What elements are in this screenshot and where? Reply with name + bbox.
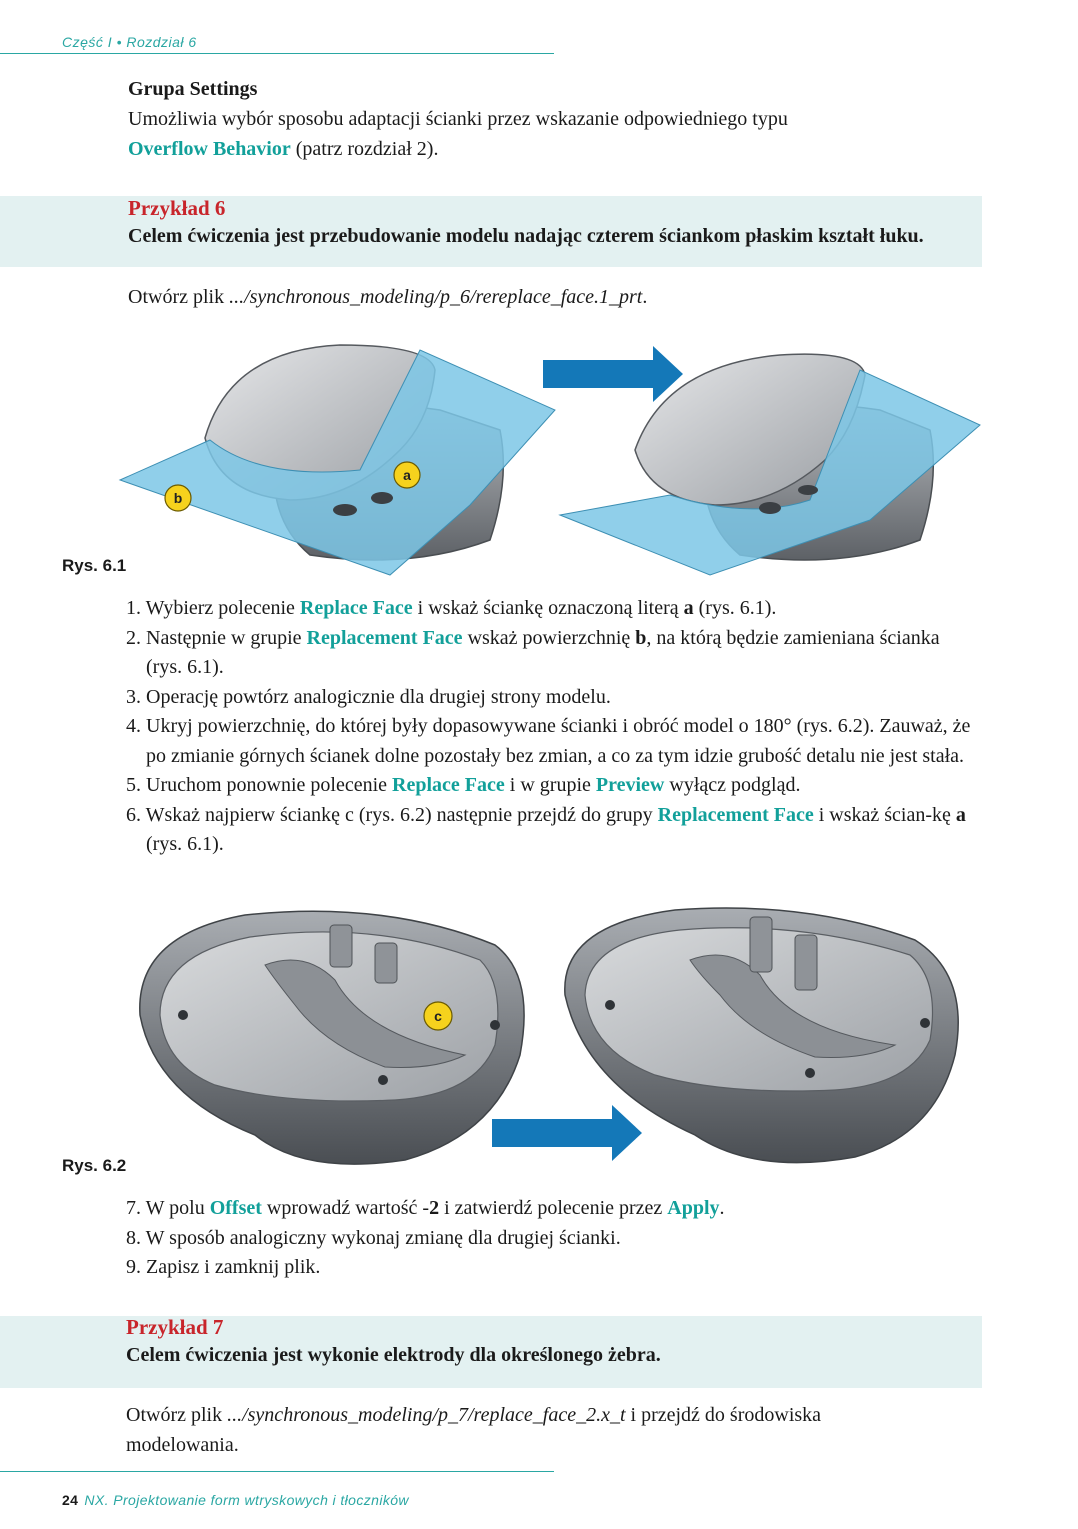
open-prefix: Otwórz plik (128, 286, 230, 308)
settings-heading: Grupa Settings (128, 78, 258, 100)
preview-keyword: Preview (595, 774, 665, 796)
step-1: 1. Wybierz polecenie Replace Face i wskaż ściankę oznaczoną literą a (rys. 6.1). (126, 597, 777, 619)
example7-open-file (126, 1400, 886, 1460)
step-3: 3. Operację powtórz analogicznie dla drugiej strony modelu. (126, 685, 611, 708)
file-path: .../synchronous_modeling/p_6/rereplace_face.1_prt (229, 286, 643, 308)
file-path: .../synchronous_modeling/p_7/replace_face_2.x_t (227, 1404, 626, 1426)
example6-open-file (128, 282, 988, 312)
example6-goal: Celem ćwiczenia jest przebudowanie modelu nadając czterem ściankom płaskim kształt łuku. (128, 225, 924, 247)
example6-title: Przykład 6 (128, 196, 226, 220)
replace-face-keyword: Replace Face (392, 774, 505, 796)
settings-line2 (128, 134, 988, 164)
shell-before (140, 911, 524, 1164)
settings-line2-rest: (patrz rozdział 2). (290, 138, 439, 160)
offset-keyword: Offset (209, 1197, 262, 1219)
arrow-right-icon (543, 346, 683, 402)
steps-list-2 (126, 1194, 978, 1283)
step-7: 7. W polu Offset wprowadź wartość -2 i zatwierdź polecenie przez Apply. (126, 1197, 725, 1219)
open-suffix: i przejdź do środowiska modelowania. (126, 1404, 822, 1456)
callout-b: b (173, 490, 183, 506)
figure-6-2-caption: Rys. 6.2 (62, 1156, 127, 1175)
step-6: 6. Wskaż najpierw ściankę c (rys. 6.2) następnie przejdź do grupy Replacement Face i wskaż ścian-kę a (rys. 6.1). (126, 803, 966, 855)
page-footer (62, 1492, 409, 1508)
book-title: NX. Projektowanie form wtryskowych i tłoczników (84, 1492, 409, 1508)
step-9: 9. Zapisz i zamknij plik. (126, 1256, 321, 1278)
replacement-face-keyword: Replacement Face (306, 626, 463, 649)
example7-title: Przykład 7 (126, 1315, 224, 1339)
arrow-right-icon (492, 1105, 642, 1161)
callout-a: a (403, 467, 411, 483)
step-4: 4. Ukryj powierzchnię, do której były dopasowywane ścianki i obróć model o 180° (rys. 6.2). Zauważ, że po zmianie górnych ścianek dolne pozostały bez zmian, a co za tym idzie grubość detalu nie jest stała. (126, 715, 971, 767)
step-2: 2. Następnie w grupie Replacement Face wskaż powierzchnię b, na którą będzie zamieniana ścianka (rys. 6.1). (126, 626, 940, 678)
header-rule (0, 53, 554, 54)
example6-box (128, 196, 978, 251)
figure-6-1-caption: Rys. 6.1 (62, 556, 127, 575)
example7-box (126, 1315, 976, 1370)
footer-rule (0, 1471, 554, 1472)
model-before (120, 345, 555, 575)
settings-section (128, 74, 988, 164)
replace-face-keyword: Replace Face (299, 597, 413, 619)
open-prefix: Otwórz plik (126, 1404, 228, 1426)
apply-keyword: Apply (667, 1197, 720, 1219)
example7-goal: Celem ćwiczenia jest wykonie elektrody dla określonego żebra. (126, 1344, 661, 1366)
figure-6-2 (135, 895, 975, 1180)
step-5: 5. Uruchom ponownie polecenie Replace Face i w grupie Preview wyłącz podgląd. (126, 774, 801, 796)
replacement-face-keyword: Replacement Face (657, 803, 814, 826)
steps-list-1 (126, 594, 978, 860)
open-suffix: . (642, 286, 648, 308)
running-head: Część I • Rozdział 6 (62, 34, 197, 50)
overflow-behavior-link: Overflow Behavior (128, 138, 291, 160)
step-8: 8. W sposób analogiczny wykonaj zmianę dla drugiej ścianki. (126, 1226, 621, 1249)
page-number: 24 (62, 1492, 79, 1508)
settings-line1: Umożliwia wybór sposobu adaptacji ścianki przez wskazanie odpowiedniego typu (128, 108, 788, 130)
callout-c: c (434, 1008, 442, 1024)
figure-6-1 (110, 330, 990, 580)
